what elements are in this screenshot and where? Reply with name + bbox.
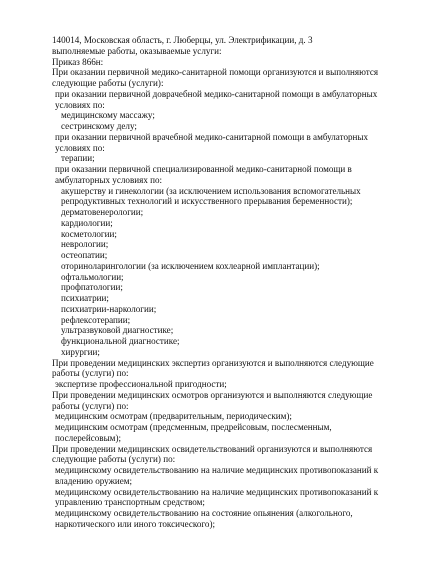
examinations-heading: При проведении медицинских осмотров организуются и выполняются следующие работы (услуги) по: xyxy=(52,389,373,411)
service-item: медицинскому освидетельствованию на состояние опьянения (алкогольного, наркотического или иного токсического); xyxy=(55,508,353,529)
service-item: психиатрии; xyxy=(61,293,109,303)
service-item: рефлексотерапии; xyxy=(61,314,131,325)
specialized-care-heading: при оказании первичной специализированной медико-санитарной помощи в амбулаторных условиях по: xyxy=(55,164,352,185)
service-item: офтальмологии; xyxy=(61,271,124,282)
service-item: терапии; xyxy=(61,153,95,164)
service-item: психиатрии-наркологии; xyxy=(61,303,157,314)
service-item: профпатологии; xyxy=(61,282,123,293)
services-heading: выполняемые работы, оказываемые услуги: xyxy=(52,45,222,56)
service-item: акушерству и гинекологии (за исключением использования вспомогательных репродуктивных технологий и искусственного прерывания беременности); xyxy=(61,185,361,207)
document-text xyxy=(52,35,392,530)
service-item: хирургии; xyxy=(61,346,100,357)
service-item: дерматовенерологии; xyxy=(61,207,144,217)
physician-care-heading: при оказании первичной врачебной медико-санитарной помощи в амбулаторных условиях по: xyxy=(55,131,369,153)
service-item: кардиологии; xyxy=(61,217,113,228)
service-item: медицинскому освидетельствованию на наличие медицинских противопоказаний к управлению транспортным средством; xyxy=(55,486,379,508)
order-reference: Приказ 866н: xyxy=(52,56,104,67)
service-item: медицинскому освидетельствованию на наличие медицинских противопоказаний к владению оружием; xyxy=(55,465,379,486)
service-item: медицинским осмотрам (предсменным, предрейсовым, послесменным, послерейсовым); xyxy=(55,422,332,443)
certifications-heading: При проведении медицинских освидетельствований организуются и выполняются следующие работы (услуги) по: xyxy=(52,443,373,465)
service-item: медицинскому массажу; xyxy=(61,110,155,121)
service-item: неврологии; xyxy=(61,239,109,250)
prehospital-care-heading: при оказании первичной доврачебной медико-санитарной помощи в амбулаторных условиях по: xyxy=(55,88,378,110)
service-item: медицинским осмотрам (предварительным, периодическим); xyxy=(55,411,292,422)
service-item: функциональной диагностике; xyxy=(61,336,180,346)
service-item: оториноларингологии (за исключением кохлеарной имплантации); xyxy=(61,260,320,271)
service-item: остеопатии; xyxy=(61,250,108,260)
service-item: сестринскому делу; xyxy=(61,121,137,131)
service-item: ультразвуковой диагностике; xyxy=(61,325,174,336)
service-item: косметологии; xyxy=(61,228,117,239)
expertise-heading: При проведении медицинских экспертиз организуются и выполняются следующие работы (услуги) по: xyxy=(52,357,374,379)
primary-care-heading: При оказании первичной медико-санитарной помощи организуются и выполняются следующие работы (услуги): xyxy=(52,67,379,88)
service-item: экспертизе профессиональной пригодности; xyxy=(55,379,227,389)
address-line: 140014, Московская область, г. Люберцы, ул. Электрификации, д. 3 xyxy=(52,35,313,45)
